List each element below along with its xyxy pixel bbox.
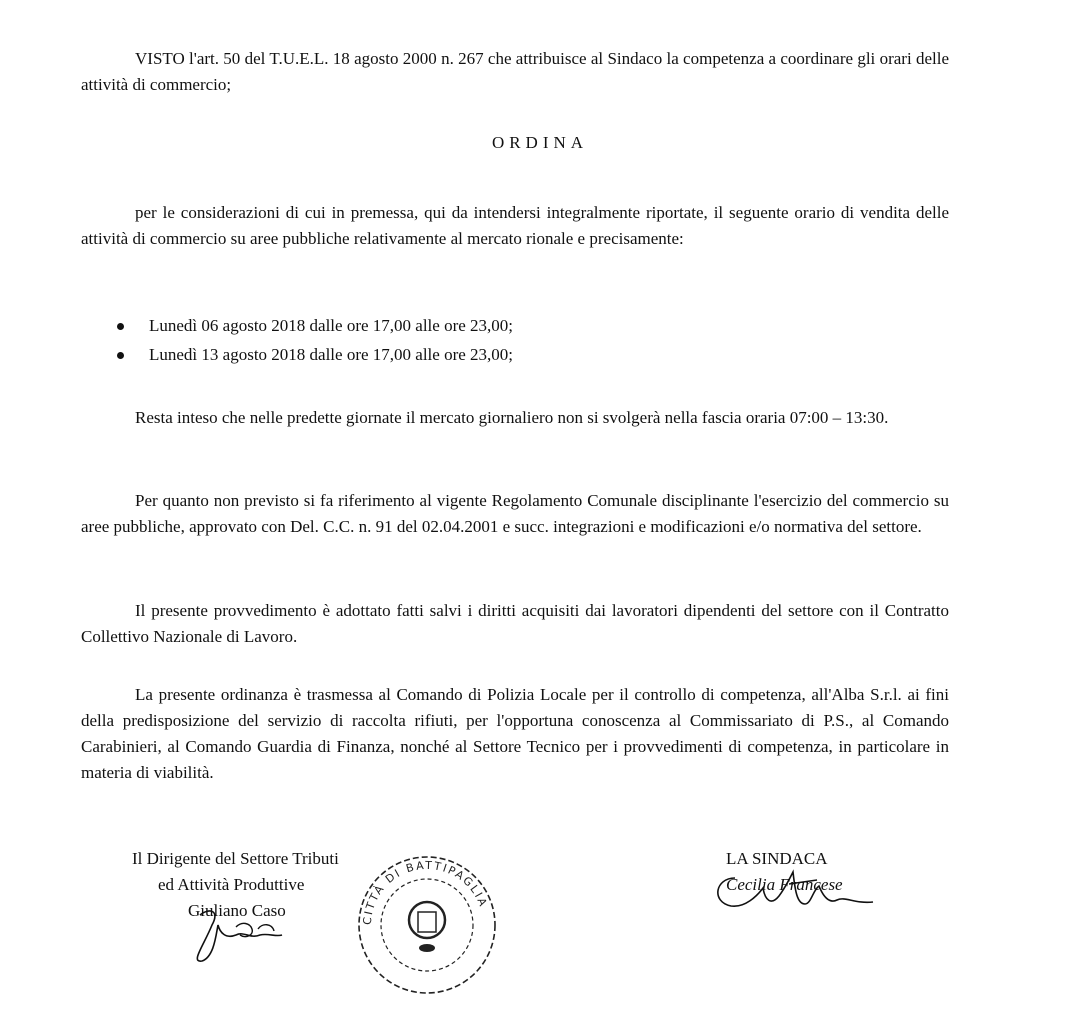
bullet-dot-icon (117, 352, 124, 359)
per-quanto-paragraph: Per quanto non previsto si fa riferimento al vigente Regolamento Comunale disciplinante l'esercizio del commercio su aree pubbliche, approvato con Del. C.C. n. 91 del 02.04.2001 e succ. integrazioni e modificazioni e/o normativa del settore. (81, 491, 949, 536)
visto-paragraph: VISTO l'art. 50 del T.U.E.L. 18 agosto 2000 n. 267 che attribuisce al Sindaco la competenza a coordinare gli orari delle attività di commercio; (81, 49, 949, 94)
svg-text:CITTÀ DI BATTIPAGLIA (361, 859, 490, 925)
ordina-heading: ORDINA (491, 133, 589, 152)
list-item-text: Lunedì 13 agosto 2018 dalle ore 17,00 alle ore 23,00; (149, 345, 513, 364)
bullet-dot-icon (117, 323, 124, 330)
official-seal-stamp (352, 850, 502, 1000)
intro-paragraph: per le considerazioni di cui in premessa, qui da intendersi integralmente riportate, il seguente orario di vendita delle attività di commercio su aree pubbliche relativamente al mercato rionale e precisamente: (81, 203, 949, 248)
dirigente-title-line2: ed Attività Produttive (158, 875, 305, 894)
dirigente-title-line1: Il Dirigente del Settore Tributi (132, 849, 339, 868)
presente-paragraph: Il presente provvedimento è adottato fatti salvi i diritti acquisiti dai lavoratori dipendenti del settore con il Contratto Collettivo Nazionale di Lavoro. (81, 601, 949, 646)
sindaca-title: LA SINDACA (726, 849, 828, 868)
trasmessa-paragraph: La presente ordinanza è trasmessa al Comando di Polizia Locale per il controllo di competenza, all'Alba S.r.l. ai fini della predisposizione del servizio di raccolta rifiuti, per l'opportuna conoscenza al Commissariato di P.S., al Comando Carabinieri, al Comando Guardia di Finanza, nonché al Settore Tecnico per i provvedimenti di competenza, in particolare in materia di viabilità. (81, 685, 949, 782)
stamp-text: CITTÀ DI BATTIPAGLIA (360, 858, 491, 926)
dates-list (115, 313, 513, 371)
dirigente-name: Giuliano Caso (188, 901, 286, 920)
resta-paragraph: Resta inteso che nelle predette giornate il mercato giornaliero non si svolgerà nella fascia oraria 07:00 – 13:30. (135, 408, 889, 427)
list-item (115, 313, 513, 342)
dirigente-handwritten-signature (180, 905, 290, 965)
sindaca-name: Cecilia Francese (726, 875, 843, 894)
sindaca-handwritten-signature (705, 860, 880, 920)
list-item-text: Lunedì 06 agosto 2018 dalle ore 17,00 alle ore 23,00; (149, 316, 513, 335)
list-item (115, 342, 513, 371)
